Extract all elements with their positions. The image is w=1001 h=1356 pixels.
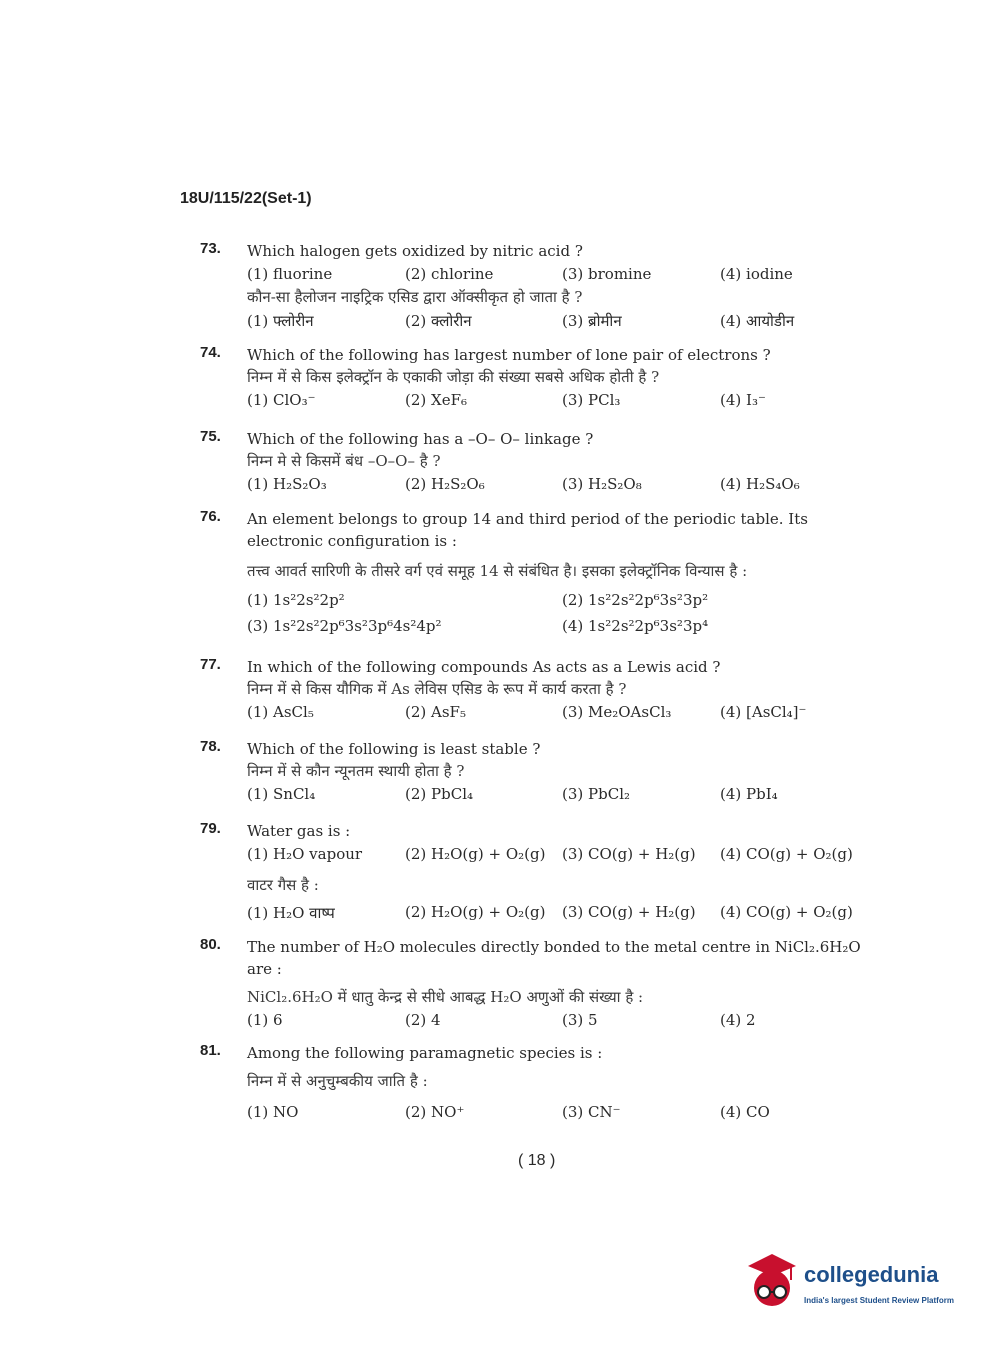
- option-4: (4) iodine: [720, 265, 793, 283]
- option-4: (4) CO(g) + O₂(g): [720, 903, 853, 921]
- option-3: (3) CO(g) + H₂(g): [562, 903, 696, 921]
- question-text-en: The number of H₂O molecules directly bonded to the metal centre in NiCl₂.6H₂O are :: [247, 938, 861, 978]
- question-number: 77.: [200, 656, 221, 673]
- option-1: (1) ClO₃⁻: [247, 391, 316, 409]
- question-73: [200, 240, 880, 332]
- collegedunia-logo-icon: [742, 1252, 800, 1312]
- question-text-hi: कौन-सा हैलोजन नाइट्रिक एसिड द्वारा ऑक्सीकृत हो जाता है ?: [247, 288, 583, 306]
- page-number: ( 18 ): [518, 1152, 556, 1169]
- options-hi: [247, 308, 880, 332]
- option-1: (1) 1s²2s²2p²: [247, 591, 345, 609]
- option-2: (2) PbCl₄: [405, 785, 473, 803]
- options: [247, 782, 880, 806]
- option-4: (4) H₂S₄O₆: [720, 475, 800, 493]
- question-75: [200, 428, 880, 496]
- question-text-hi: निम्न मे से किसमें बंध –O–O– है ?: [247, 452, 441, 470]
- option-3: (3) 1s²2s²2p⁶3s²3p⁶4s²4p²: [247, 617, 442, 635]
- question-text-en: Among the following paramagnetic species is :: [247, 1044, 603, 1062]
- options-en: [247, 842, 880, 866]
- option-2: (2) chlorine: [405, 265, 494, 283]
- question-text-hi: NiCl₂.6H₂O में धातु केन्द्र से सीधे आबद्ध H₂O अणुओं की संख्या है :: [247, 988, 644, 1006]
- question-number: 75.: [200, 428, 221, 445]
- option-3: (3) H₂S₂O₈: [562, 475, 642, 493]
- option-2: (2) 1s²2s²2p⁶3s²3p²: [562, 591, 709, 609]
- options-hi: [247, 900, 880, 924]
- option-3: (3) bromine: [562, 265, 652, 283]
- brand-watermark: [742, 1252, 972, 1312]
- question-text-hi: निम्न में से अनुचुम्बकीय जाति है :: [247, 1072, 428, 1090]
- option-1: (1) AsCl₅: [247, 703, 314, 721]
- option-2: (2) 4: [405, 1011, 441, 1029]
- question-text-en: Water gas is :: [247, 822, 351, 840]
- option-3: (3) CO(g) + H₂(g): [562, 845, 696, 863]
- options: [247, 700, 880, 724]
- option-4: (4) आयोडीन: [720, 312, 795, 330]
- options: [247, 1100, 880, 1124]
- option-2: (2) XeF₆: [405, 391, 467, 409]
- option-4: (4) 2: [720, 1011, 756, 1029]
- options: [247, 1008, 880, 1032]
- option-1: (1) SnCl₄: [247, 785, 316, 803]
- question-text-en: In which of the following compounds As acts as a Lewis acid ?: [247, 658, 721, 676]
- paper-code: 18U/115/22(Set-1): [180, 190, 312, 207]
- brand-name: collegedunia: [804, 1262, 939, 1287]
- question-text-hi: निम्न में से किस इलेक्ट्रॉन के एकाकी जोड़ा की संख्या सबसे अधिक होती है ?: [247, 368, 660, 386]
- question-80: [200, 936, 880, 1032]
- option-1: (1) fluorine: [247, 265, 333, 283]
- options-row-2: [247, 614, 880, 640]
- question-number: 74.: [200, 344, 221, 361]
- option-1: (1) फ्लोरीन: [247, 312, 314, 330]
- option-1: (1) NO: [247, 1103, 299, 1121]
- option-3: (3) 5: [562, 1011, 598, 1029]
- options-row-1: [247, 588, 880, 614]
- option-2: (2) क्लोरीन: [405, 312, 472, 330]
- option-2: (2) H₂O(g) + O₂(g): [405, 903, 546, 921]
- option-4: (4) I₃⁻: [720, 391, 766, 409]
- option-2: (2) NO⁺: [405, 1103, 465, 1121]
- option-3: (3) Me₂OAsCl₃: [562, 703, 672, 721]
- option-3: (3) PCl₃: [562, 391, 621, 409]
- brand-tagline: India's largest Student Review Platform: [804, 1296, 954, 1305]
- question-text-en: Which of the following has a –O– O– linkage ?: [247, 430, 594, 448]
- question-number: 81.: [200, 1042, 221, 1059]
- question-text-hi: निम्न में से कौन न्यूनतम स्थायी होता है ?: [247, 762, 465, 780]
- options-en: [247, 262, 880, 286]
- option-1: (1) H₂O vapour: [247, 845, 363, 863]
- option-4: (4) CO: [720, 1103, 770, 1121]
- question-74: [200, 344, 880, 412]
- option-3: (3) PbCl₂: [562, 785, 630, 803]
- question-text-hi: तत्त्व आवर्त सारिणी के तीसरे वर्ग एवं समूह 14 से संबंधित है। इसका इलेक्ट्रॉनिक विन्यास है :: [247, 562, 748, 580]
- option-4: (4) 1s²2s²2p⁶3s²3p⁴: [562, 617, 709, 635]
- question-text-en: Which of the following is least stable ?: [247, 740, 541, 758]
- question-text-en: An element belongs to group 14 and third period of the periodic table. Its electronic configuration is :: [247, 510, 808, 550]
- option-4: (4) CO(g) + O₂(g): [720, 845, 853, 863]
- options: [247, 472, 880, 496]
- question-76: [200, 508, 880, 640]
- option-1: (1) 6: [247, 1011, 283, 1029]
- question-number: 80.: [200, 936, 221, 953]
- option-2: (2) AsF₅: [405, 703, 466, 721]
- question-text-hi: निम्न में से किस यौगिक में As लेविस एसिड के रूप में कार्य करता है ?: [247, 680, 627, 698]
- option-1: (1) H₂O वाष्प: [247, 904, 335, 922]
- question-81: [200, 1042, 880, 1124]
- question-78: [200, 738, 880, 806]
- question-text-hi: वाटर गैस है :: [247, 876, 319, 894]
- option-2: (2) H₂S₂O₆: [405, 475, 485, 493]
- option-3: (3) ब्रोमीन: [562, 312, 622, 330]
- options: [247, 388, 880, 412]
- option-4: (4) PbI₄: [720, 785, 778, 803]
- question-number: 79.: [200, 820, 221, 837]
- question-number: 78.: [200, 738, 221, 755]
- option-4: (4) [AsCl₄]⁻: [720, 703, 807, 721]
- question-text-en: Which halogen gets oxidized by nitric acid ?: [247, 242, 583, 260]
- question-number: 76.: [200, 508, 221, 525]
- question-79: [200, 820, 880, 924]
- option-2: (2) H₂O(g) + O₂(g): [405, 845, 546, 863]
- option-3: (3) CN⁻: [562, 1103, 621, 1121]
- question-number: 73.: [200, 240, 221, 257]
- option-1: (1) H₂S₂O₃: [247, 475, 327, 493]
- question-text-en: Which of the following has largest number of lone pair of electrons ?: [247, 346, 771, 364]
- question-77: [200, 656, 880, 724]
